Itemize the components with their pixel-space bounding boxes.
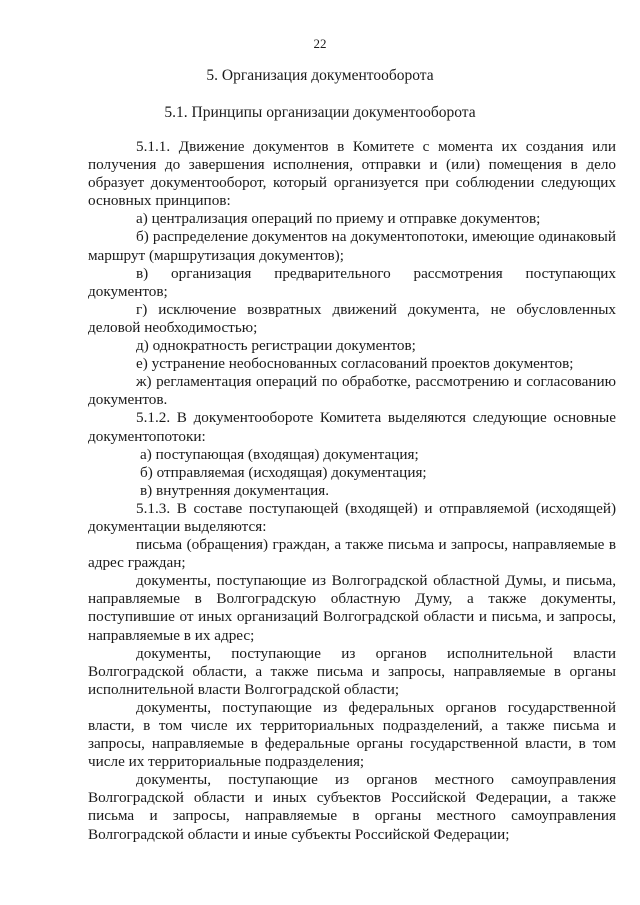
list-item: ж) регламентация операций по обработке, рассмотрению и согласованию документов. [88,373,616,409]
list-item: документы, поступающие из органов исполнительной власти Волгоградской области, а также письма и запросы, направляемые в органы исполнительной власти Волгоградской области; [88,644,616,698]
document-body [88,138,616,844]
paragraph-5-1-1: 5.1.1. Движение документов в Комитете с момента их создания или получения до завершения исполнения, отправки и (или) помещения в дело образует документооборот, который организуется при соблюдении следующих основных принципов: [88,138,616,210]
list-item: в) внутренняя документация. [140,481,330,499]
paragraph-5-1-2: 5.1.2. В документообороте Комитета выделяются следующие основные документопотоки: [88,409,616,445]
list-item: д) однократность регистрации документов; [136,337,416,355]
list-item: документы, поступающие из органов местного самоуправления Волгоградской области и иных субъектов Российской Федерации, а также письма и запросы, направляемые в органы местного самоуправления Волгоградской области и иные субъекты Российской Федерации; [88,771,616,843]
paragraph-5-1-3: 5.1.3. В составе поступающей (входящей) и отправляемой (исходящей) документации выделяются: [88,499,616,535]
list-item: письма (обращения) граждан, а также письма и запросы, направляемые в адрес граждан; [88,536,616,572]
page-number: 22 [313,36,327,51]
list-item: документы, поступающие из Волгоградской областной Думы, и письма, направляемые в Волгоградскую областную Думу, а также документы, поступившие от иных организаций Волгоградской области и письма, и запросы, направляемые в их адрес; [88,572,616,644]
list-item: документы, поступающие из федеральных органов государственной власти, в том числе их территориальных подразделений, а также письма и запросы, направляемые в федеральные органы государственной власти, в том числе их территориальные подразделения; [88,698,616,771]
list-item: е) устранение необоснованных согласований проектов документов; [136,355,574,373]
list-item: г) исключение возвратных движений документа, не обусловленных деловой необходимостью; [88,300,616,336]
subsection-title: 5.1. Принципы организации документооборота [164,104,476,121]
list-item: а) централизация операций по приему и отправке документов; [136,210,541,228]
list-item: а) поступающая (входящая) документация; [140,445,419,463]
list-item: в) организация предварительного рассмотрения поступающих документов; [88,264,616,300]
section-title: 5. Организация документооборота [206,67,434,84]
list-item: б) распределение документов на документопотоки, имеющие одинаковый маршрут (маршрутизация документов); [88,228,616,264]
list-item: б) отправляемая (исходящая) документация; [140,463,427,481]
